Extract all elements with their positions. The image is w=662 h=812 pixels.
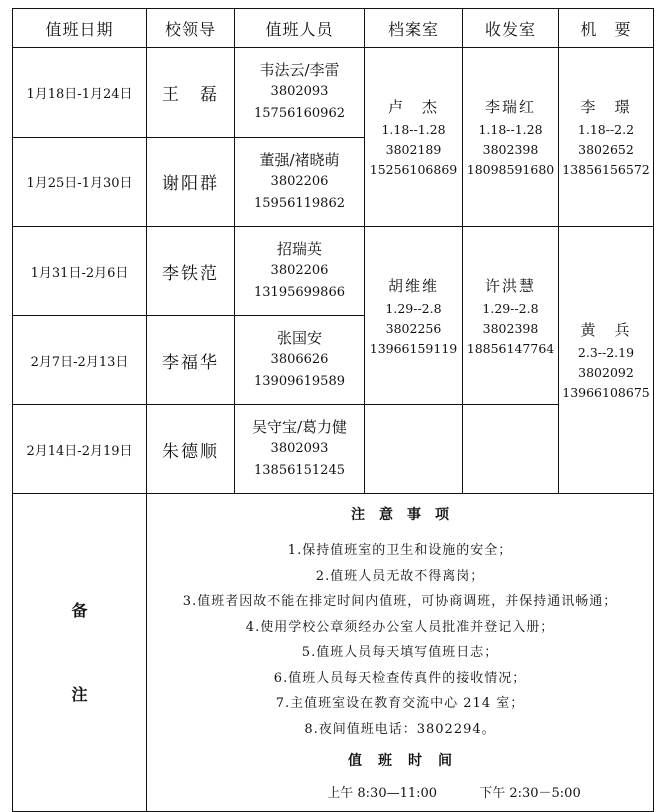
archive-cell xyxy=(365,227,463,405)
notes-item: 1.保持值班室的卫生和设施的安全； xyxy=(287,543,513,558)
remarks-label xyxy=(13,494,147,812)
archive-name: 卢 杰 xyxy=(387,98,439,116)
duty-date: 1月25日-1月30日 xyxy=(13,137,147,227)
confidential-name: 李 璟 xyxy=(580,98,632,116)
header-leader: 校领导 xyxy=(147,9,235,48)
staff-tel: 3802093 xyxy=(270,84,329,100)
staff-tel: 3802093 xyxy=(270,441,329,456)
mailroom-mobile: 18098591680 xyxy=(466,162,555,177)
notes-title: 注意事项 xyxy=(351,507,463,523)
mailroom-tel: 3802398 xyxy=(482,320,539,336)
confidential-tel: 3802652 xyxy=(578,142,634,157)
remarks-row xyxy=(13,494,654,812)
confidential-mobile: 13856156572 xyxy=(562,162,650,177)
school-leader: 朱德顺 xyxy=(147,405,235,494)
confidential-cell xyxy=(559,227,654,494)
school-leader: 李福华 xyxy=(147,316,235,405)
mailroom-name: 李瑞红 xyxy=(484,98,536,116)
table-row xyxy=(13,227,654,316)
notes-item: 8.夜间值班电话：3802294。 xyxy=(304,721,496,737)
archive-period: 1.18--1.28 xyxy=(381,122,446,137)
duty-hours-title: 值班时间 xyxy=(348,753,468,769)
duty-date: 2月14日-2月19日 xyxy=(13,405,147,494)
afternoon-hours: 下午 2:30－5:00 xyxy=(479,786,581,801)
archive-mobile: 13966159119 xyxy=(369,340,458,356)
archive-tel: 3802189 xyxy=(385,142,442,157)
staff-mobile: 15956119862 xyxy=(254,195,345,211)
mailroom-cell xyxy=(463,48,559,227)
confidential-mobile: 13966108675 xyxy=(562,385,650,400)
mailroom-mobile: 18856147764 xyxy=(466,340,555,356)
duty-staff xyxy=(235,316,365,405)
duty-date: 1月18日-1月24日 xyxy=(13,48,147,138)
archive-cell xyxy=(365,405,463,494)
notes-item: 5.值班人员每天填写值班日志； xyxy=(301,645,499,660)
staff-name: 董强/褚晓萌 xyxy=(259,150,340,169)
mailroom-period: 1.29--2.8 xyxy=(482,300,539,316)
duty-staff xyxy=(235,48,365,138)
notes-item: 2.值班人员无故不得离岗； xyxy=(315,568,485,584)
archive-cell xyxy=(365,48,463,227)
duty-table xyxy=(12,8,654,812)
staff-name: 韦法云/李雷 xyxy=(259,61,340,80)
duty-staff xyxy=(235,227,365,316)
notes-item: 7.主值班室设在教育交流中心 214 室； xyxy=(275,696,525,711)
duty-date: 2月7日-2月13日 xyxy=(13,316,147,405)
mailroom-tel: 3802398 xyxy=(482,142,539,157)
staff-name: 招瑞英 xyxy=(276,240,322,258)
mailroom-cell xyxy=(463,405,559,494)
duty-staff xyxy=(235,137,365,227)
staff-name: 吴守宝/葛力健 xyxy=(251,418,348,436)
archive-tel: 3802256 xyxy=(385,320,442,336)
duty-hours xyxy=(147,782,653,801)
duty-schedule xyxy=(12,8,653,801)
mailroom-cell xyxy=(463,227,559,405)
confidential-period: 1.18--2.2 xyxy=(577,122,635,137)
table-row xyxy=(13,48,654,138)
confidential-name: 黄 兵 xyxy=(580,321,632,339)
header-mailroom: 收发室 xyxy=(463,9,559,48)
school-leader: 李铁范 xyxy=(147,227,235,316)
table-row xyxy=(13,405,654,494)
school-leader: 王 磊 xyxy=(147,48,235,138)
duty-staff xyxy=(235,405,365,494)
notes-item: 3.值班者因故不能在排定时间内值班，可协商调班，并保持通讯畅通； xyxy=(182,594,618,609)
remarks-label-top: 备 xyxy=(71,600,88,620)
mailroom-name: 许洪慧 xyxy=(484,276,536,295)
duty-date: 1月31日-2月6日 xyxy=(13,227,147,316)
staff-mobile: 15756160962 xyxy=(254,106,345,122)
staff-tel: 3802206 xyxy=(270,263,329,278)
staff-name: 张国安 xyxy=(276,329,322,347)
mailroom-period: 1.18--1.28 xyxy=(478,122,543,137)
archive-mobile: 15256106869 xyxy=(369,162,458,177)
notes-item: 4.使用学校公章须经办公室人员批准并登记入册； xyxy=(245,619,555,635)
header-date: 值班日期 xyxy=(13,9,147,48)
confidential-period: 2.3--2.19 xyxy=(577,345,635,360)
staff-tel: 3806626 xyxy=(270,352,329,367)
header-row xyxy=(13,9,654,48)
archive-name: 胡维维 xyxy=(387,276,439,295)
staff-tel: 3802206 xyxy=(270,173,329,189)
staff-mobile: 13856151245 xyxy=(254,463,345,478)
confidential-tel: 3802092 xyxy=(578,365,634,380)
remarks-content xyxy=(147,494,654,812)
confidential-cell xyxy=(559,48,654,227)
remarks-label-bottom: 注 xyxy=(71,684,88,704)
morning-hours: 上午 8:30—11:00 xyxy=(327,786,438,801)
staff-mobile: 13195699866 xyxy=(254,285,345,300)
archive-period: 1.29--2.8 xyxy=(385,300,442,316)
staff-mobile: 13909619589 xyxy=(254,374,345,389)
header-staff: 值班人员 xyxy=(235,9,365,48)
school-leader: 谢阳群 xyxy=(147,137,235,227)
header-archive: 档案室 xyxy=(365,9,463,48)
header-confidential: 机 要 xyxy=(559,9,654,48)
notes-item: 6.值班人员每天检查传真件的接收情况； xyxy=(273,670,527,686)
